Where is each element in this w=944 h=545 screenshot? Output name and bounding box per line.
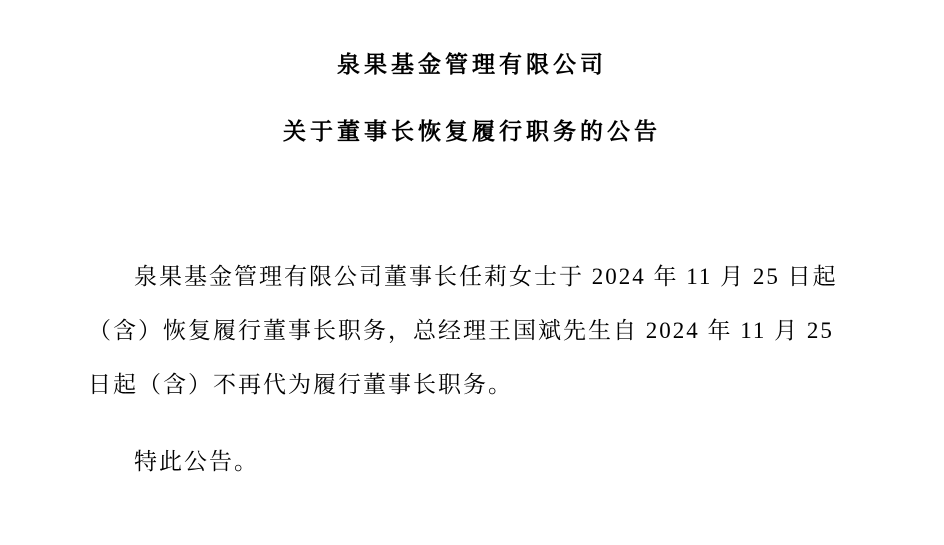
announcement-title: 关于董事长恢复履行职务的公告 [283, 118, 661, 144]
body-line-3: 日起（含）不再代为履行董事长职务。 [88, 372, 513, 397]
company-name-title: 泉果基金管理有限公司 [337, 51, 607, 77]
closing-line: 特此公告。 [134, 449, 259, 474]
body-line-1: 泉果基金管理有限公司董事长任莉女士于 2024 年 11 月 25 日起 [134, 264, 838, 289]
body-line-2: （含）恢复履行董事长职务，总经理王国斌先生自 2024 年 11 月 25 [88, 318, 834, 343]
announcement-body [88, 250, 846, 489]
